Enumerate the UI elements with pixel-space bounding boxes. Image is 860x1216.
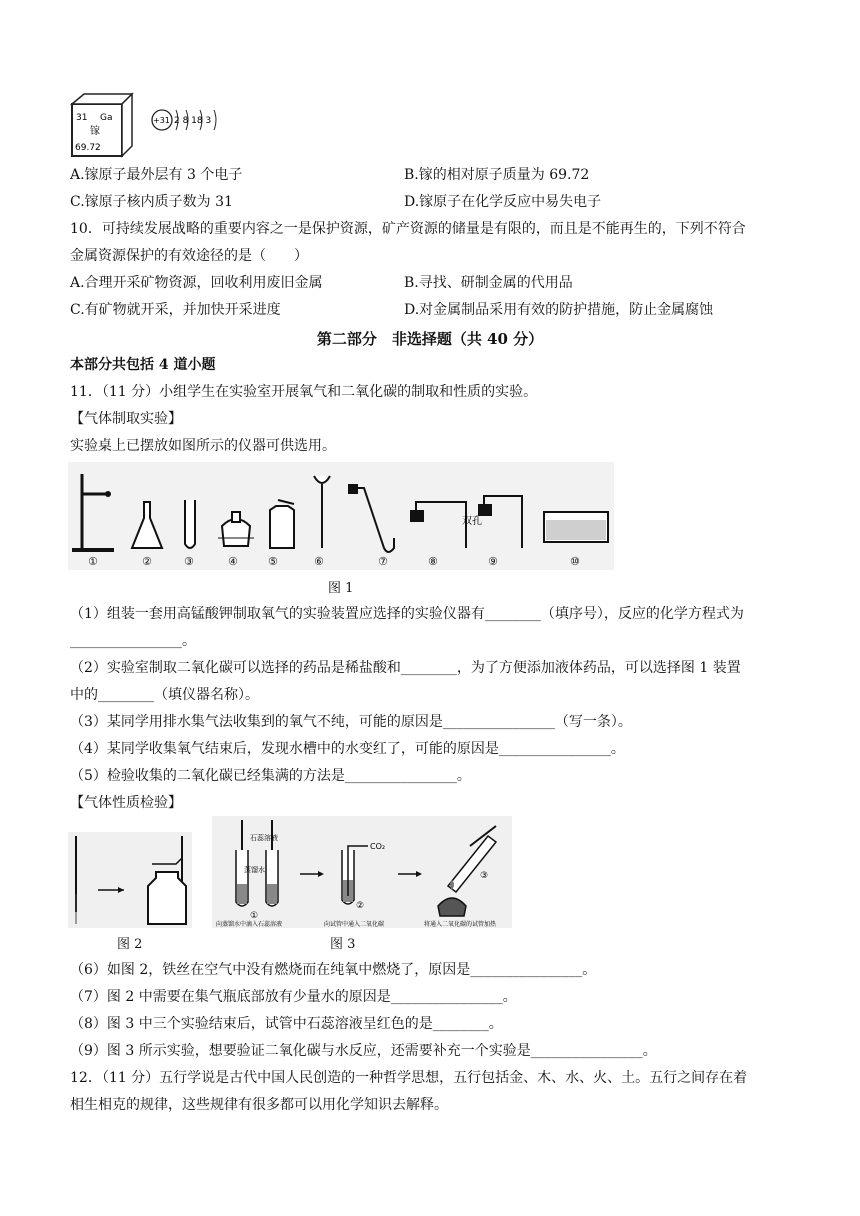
q9-option-d: D.镓原子在化学反应中易失电子 bbox=[404, 194, 602, 210]
q11-section-prep: 【气体制取实验】 bbox=[70, 411, 182, 427]
q11-part9: （9）图 3 所示实验，想要验证二氧化碳与水反应，还需要补充一个实验是________________。 bbox=[70, 1043, 657, 1059]
q12-line1: 12．（11 分）五行学说是古代中国人民创造的一种哲学思想，五行包括金、木、水、火、土。五行之间存在着 bbox=[70, 1070, 748, 1086]
part2-title: 第二部分 非选择题（共 40 分） bbox=[316, 330, 544, 348]
fig2-caption: 图 2 bbox=[117, 937, 143, 952]
label-n1: ① bbox=[250, 911, 259, 921]
q12-line2: 相生相克的规律，这些规律有很多都可以用化学知识去解释。 bbox=[70, 1097, 448, 1113]
label-co2: CO₂ bbox=[370, 842, 386, 851]
fig1-label-5: ⑤ bbox=[268, 555, 278, 568]
fig1-label-9: ⑨ bbox=[488, 555, 498, 568]
q11-part4: （4）某同学收集氧气结束后，发现水槽中的水变红了，可能的原因是________________。 bbox=[70, 741, 625, 757]
caption-step2: 向试管中通入二氧化碳 bbox=[324, 921, 385, 928]
fig1-label-3: ③ bbox=[184, 555, 194, 568]
gallium-figure bbox=[70, 92, 230, 158]
q10-option-c: C.有矿物就开采，并加快开采进度 bbox=[70, 302, 281, 318]
fig3-caption: 图 3 bbox=[330, 937, 356, 952]
q9-option-c: C.镓原子核内质子数为 31 bbox=[70, 194, 233, 210]
gas-jar-icon bbox=[270, 500, 294, 548]
atomic-mass: 69.72 bbox=[75, 143, 101, 153]
fig1-label-4: ④ bbox=[228, 555, 238, 568]
fig1-label-8: ⑧ bbox=[428, 555, 438, 568]
q10-option-a: A.合理开采矿物资源，回收利用废旧金属 bbox=[70, 275, 323, 291]
figure-1-apparatus bbox=[68, 462, 614, 570]
q11-intro: 11．（11 分）小组学生在实验室开展氧气和二氧化碳的制取和性质的实验。 bbox=[70, 384, 538, 400]
nucleus-charge: +31 bbox=[153, 116, 170, 125]
q11-part5: （5）检验收集的二氧化碳已经集满的方法是________________。 bbox=[70, 768, 471, 784]
water-trough-icon bbox=[544, 512, 608, 542]
test-tube-icon bbox=[185, 500, 195, 548]
label-n2: ② bbox=[356, 901, 365, 911]
q10-option-d: D.对金属制品采用有效的防护措施，防止金属腐蚀 bbox=[404, 302, 714, 318]
fig1-label-2: ② bbox=[142, 555, 152, 568]
q10-stem-1: 10．可持续发展战略的重要内容之一是保护资源，矿产资源的储量是有限的，而且是不能再生的，下列不符合 bbox=[70, 221, 746, 237]
figure-3-co2-litmus bbox=[212, 816, 512, 928]
q11-part1-line2: ________________。 bbox=[70, 633, 196, 649]
q11-part8: （8）图 3 中三个实验结束后，试管中石蕊溶液呈红色的是________。 bbox=[70, 1016, 503, 1032]
q11-section-props: 【气体性质检验】 bbox=[70, 795, 182, 811]
fig1-label-6: ⑥ bbox=[314, 555, 324, 568]
fig1-label-1: ① bbox=[88, 555, 98, 568]
double-hole-label: 双孔 bbox=[462, 516, 482, 527]
q11-part6: （6）如图 2，铁丝在空气中没有燃烧而在纯氧中燃烧了，原因是________________。 bbox=[70, 962, 597, 978]
element-name: 镓 bbox=[90, 126, 100, 137]
atomic-number: 31 bbox=[76, 113, 88, 123]
electron-shells: 2 8 18 3 bbox=[174, 116, 212, 126]
part2-note: 本部分共包括 4 道小题 bbox=[70, 357, 216, 373]
fig1-label-7: ⑦ bbox=[378, 555, 388, 568]
q11-part2-line1: （2）实验室制取二氧化碳可以选择的药品是稀盐酸和________，为了方便添加液体药品，可以选择图 1 装置 bbox=[70, 660, 741, 676]
q10-option-b: B.寻找、研制金属的代用品 bbox=[404, 275, 573, 291]
q9-option-b: B.镓的相对原子质量为 69.72 bbox=[404, 167, 590, 183]
figure-2-iron-combustion bbox=[68, 832, 192, 928]
q11-desc: 实验桌上已摆放如图所示的仪器可供选用。 bbox=[70, 438, 336, 454]
caption-step1: 向蒸馏水中滴入石蕊溶液 bbox=[216, 921, 283, 928]
label-litmus: 石蕊溶液 bbox=[250, 834, 278, 842]
fig1-caption: 图 1 bbox=[328, 581, 354, 596]
caption-step3: 将通入二氧化碳的试管加热 bbox=[424, 921, 497, 928]
fig1-label-10: ⑩ bbox=[570, 555, 580, 568]
q11-part7: （7）图 2 中需要在集气瓶底部放有少量水的原因是________________。 bbox=[70, 989, 517, 1005]
q11-part2-line2: 中的________（填仪器名称）。 bbox=[70, 687, 259, 703]
element-symbol: Ga bbox=[100, 113, 113, 123]
label-water: 蒸馏水 bbox=[244, 866, 265, 874]
q11-part1-line1: （1）组装一套用高锰酸钾制取氧气的实验装置应选择的实验仪器有________（填序号），反应的化学方程式为 bbox=[70, 606, 744, 622]
q9-option-a: A.镓原子最外层有 3 个电子 bbox=[70, 167, 243, 183]
q10-stem-2: 金属资源保护的有效途径的是（ ） bbox=[70, 248, 308, 264]
label-n3: ③ bbox=[480, 871, 489, 881]
q11-part3: （3）某同学用排水集气法收集到的氧气不纯，可能的原因是________________（写一条）。 bbox=[70, 714, 632, 730]
